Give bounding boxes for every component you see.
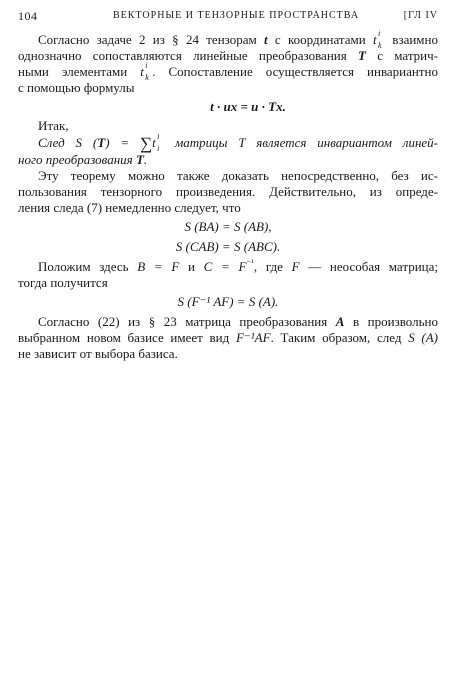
paragraph-line [18,118,438,134]
sum-sign: ∑ [140,134,153,153]
text-run: Итак, [38,118,69,133]
text-run: Согласно (22) из § 23 матрица преобразования [38,314,336,329]
symbol-t-ii: t i i [152,132,160,153]
text-run: однозначно сопоставляются линейные преобразования [18,48,358,63]
math-text: B = F [137,259,180,274]
theorem-line [18,134,438,152]
math-sup: ⁻¹ [246,257,254,268]
page-header [18,9,438,25]
paragraph-line [18,346,438,362]
text-run: , где [253,259,292,274]
text-run: ного преобразования [18,152,136,167]
text-run: . [143,152,148,167]
paragraph-line [18,314,438,330]
symbol-T: T [97,135,106,150]
paragraph-line [18,168,438,184]
formula-text: S (F⁻¹ AF) = S (A). [177,294,279,309]
paragraph-line [18,29,438,50]
paragraph-line [18,80,438,96]
math-text: F⁻¹AF [235,330,271,345]
chapter-label: [ГЛ IV [403,10,438,21]
text-run: с помощью формулы [18,80,135,95]
text-run: и [179,259,204,274]
text-run: с матрич- [365,48,438,63]
text-run: . Сопоставление осуществляется инвариантно [152,64,439,79]
text-run: тогда получится [18,275,108,290]
formula [18,98,438,116]
symbol-T: T [238,135,246,150]
math-text: S (A) [408,330,438,345]
formula [18,218,438,236]
text-run: . Таким образом, след [270,330,409,345]
text-run: взаимно [385,32,438,47]
theorem-line [18,152,438,168]
text-run: Положим здесь [38,259,138,274]
formula-text: S (BA) = S (AB), [184,219,272,234]
text-run: ) = [105,135,141,150]
formula-text: S (CAB) = S (ABC). [175,239,281,254]
symbol-A: A [335,314,345,329]
text-run: Согласно задаче 2 из § 24 тензорам [38,32,264,47]
text-run: След [38,135,76,150]
text-run: — неособая матрица; [299,259,438,274]
paragraph-line [18,330,438,346]
symbol-T: T [358,48,366,63]
text-run: матрицы [164,135,239,150]
paragraph-line [18,259,438,275]
symbol-T: T [135,152,144,167]
text-run: с координатами [267,32,374,47]
text-run: ными элементами [18,64,141,79]
page-number: 104 [18,9,38,23]
paragraph-line [18,200,438,216]
symbol-t-ik: t i k [140,61,149,82]
math-text: C = F [203,259,247,274]
text-run: ления следа (7) немедленно следует, что [18,200,241,215]
symbol-t-ik: t i k [373,29,382,50]
text-run: не зависит от выбора базиса. [18,346,178,361]
text-run: Эту теорему можно также доказать непосредственно, без ис- [38,168,438,183]
paragraph-line [18,61,439,82]
formula [18,293,438,311]
math-text: F [291,259,300,274]
text-run: S ( [75,135,98,150]
page-body [18,29,439,362]
running-title: ВЕКТОРНЫЕ И ТЕНЗОРНЫЕ ПРОСТРАНСТВА [113,10,360,21]
text-run: в произвольно [344,314,438,329]
text-run: пользования тензорного произведения. Действительно, из опреде- [18,184,438,199]
paragraph-line [18,275,438,291]
symbol-t: t [264,32,268,47]
formula [18,238,438,256]
paragraph-line [18,48,438,64]
text-run: является инвариантом линей- [245,135,438,150]
text-run: выбранном новом базисе имеет вид [18,330,236,345]
paragraph-line [18,184,438,200]
formula-text: t · ux = u · Tx. [210,99,286,114]
